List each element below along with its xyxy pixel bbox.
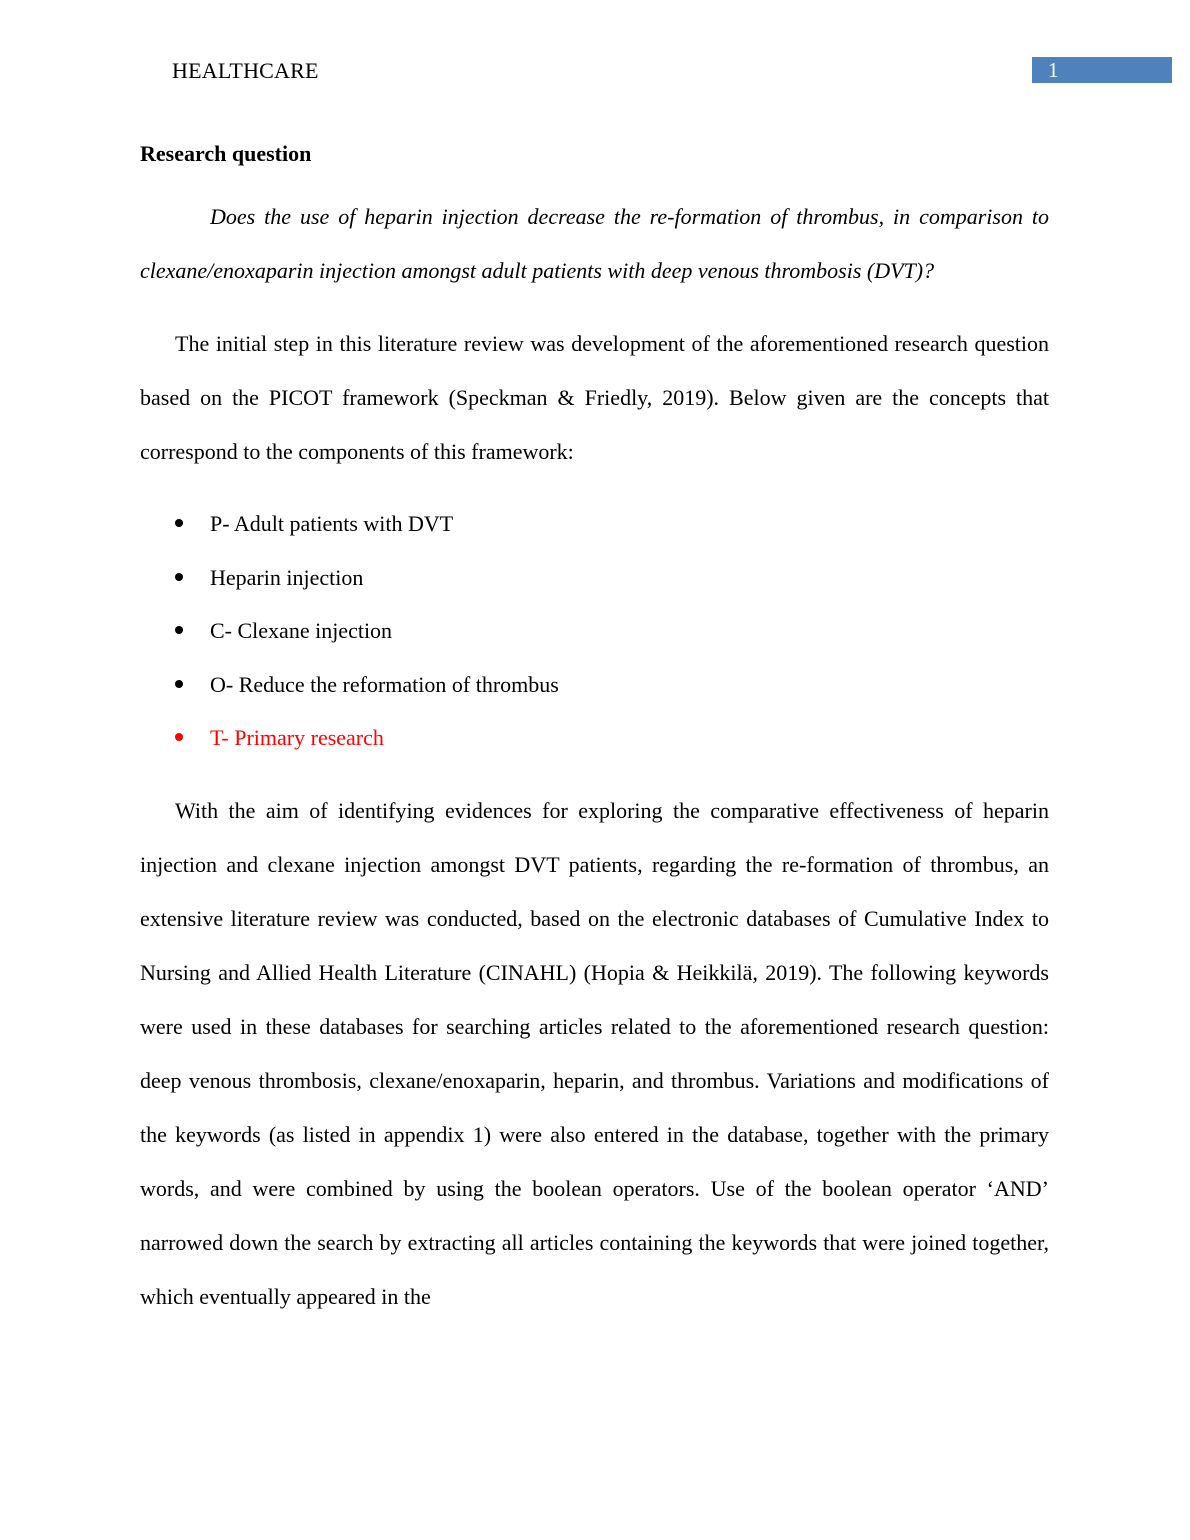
body-paragraph: With the aim of identifying evidences for exploring the comparative effectiveness of heparin injection and clexane injection amongst DVT patients, regarding the re-formation of thrombus, an extensive literature review was conducted, based on the electronic databases of Cumulative Index to Nursing and Allied Health Literature (CINAHL) (Hopia & Heikkilä, 2019). The following keywords were used in these databases for searching articles related to the aforementioned research question: deep venous thrombosis, clexane/enoxaparin, heparin, and thrombus. Variations and modifications of the keywords (as listed in appendix 1) were also entered in the database, together with the primary words, and were combined by using the boolean operators. Use of the boolean operator ‘AND’ narrowed down the search by extracting all articles containing the keywords that were joined together, which eventually appeared in the (140, 797, 1049, 1309)
bullet-icon (175, 680, 183, 688)
research-question: Does the use of heparin injection decrease the re-formation of thrombus, in comparison to clexane/enoxaparin injection amongst adult patients with deep venous thrombosis (DVT)? (140, 204, 1049, 283)
picot-item-text: O- Reduce the reformation of thrombus (210, 671, 559, 697)
picot-list (140, 497, 1049, 765)
section-heading: Research question (140, 141, 312, 166)
intro-paragraph: The initial step in this literature review was development of the aforementioned research question based on the PICOT framework (Speckman & Friedly, 2019). Below given are the concepts that correspond to the components of this framework: (140, 331, 1049, 464)
picot-item-o (140, 658, 1049, 712)
picot-item-text: P- Adult patients with DVT (210, 511, 454, 536)
picot-item-text: Heparin injection (210, 564, 364, 590)
picot-item-text: C- Clexane injection (210, 618, 393, 643)
bullet-icon (175, 626, 183, 634)
running-head: HEALTHCARE (172, 58, 319, 83)
picot-item-t (140, 711, 1049, 765)
page-number: 1 (1048, 58, 1059, 82)
bullet-icon (175, 519, 183, 527)
picot-item-text: T- Primary research (210, 725, 384, 750)
page-number-box (1032, 57, 1172, 83)
bullet-icon (175, 573, 183, 581)
picot-item-c (140, 604, 1049, 658)
document-body (140, 136, 1049, 1324)
picot-item-i (140, 551, 1049, 605)
bullet-icon (175, 733, 183, 741)
picot-item-p (140, 497, 1049, 551)
